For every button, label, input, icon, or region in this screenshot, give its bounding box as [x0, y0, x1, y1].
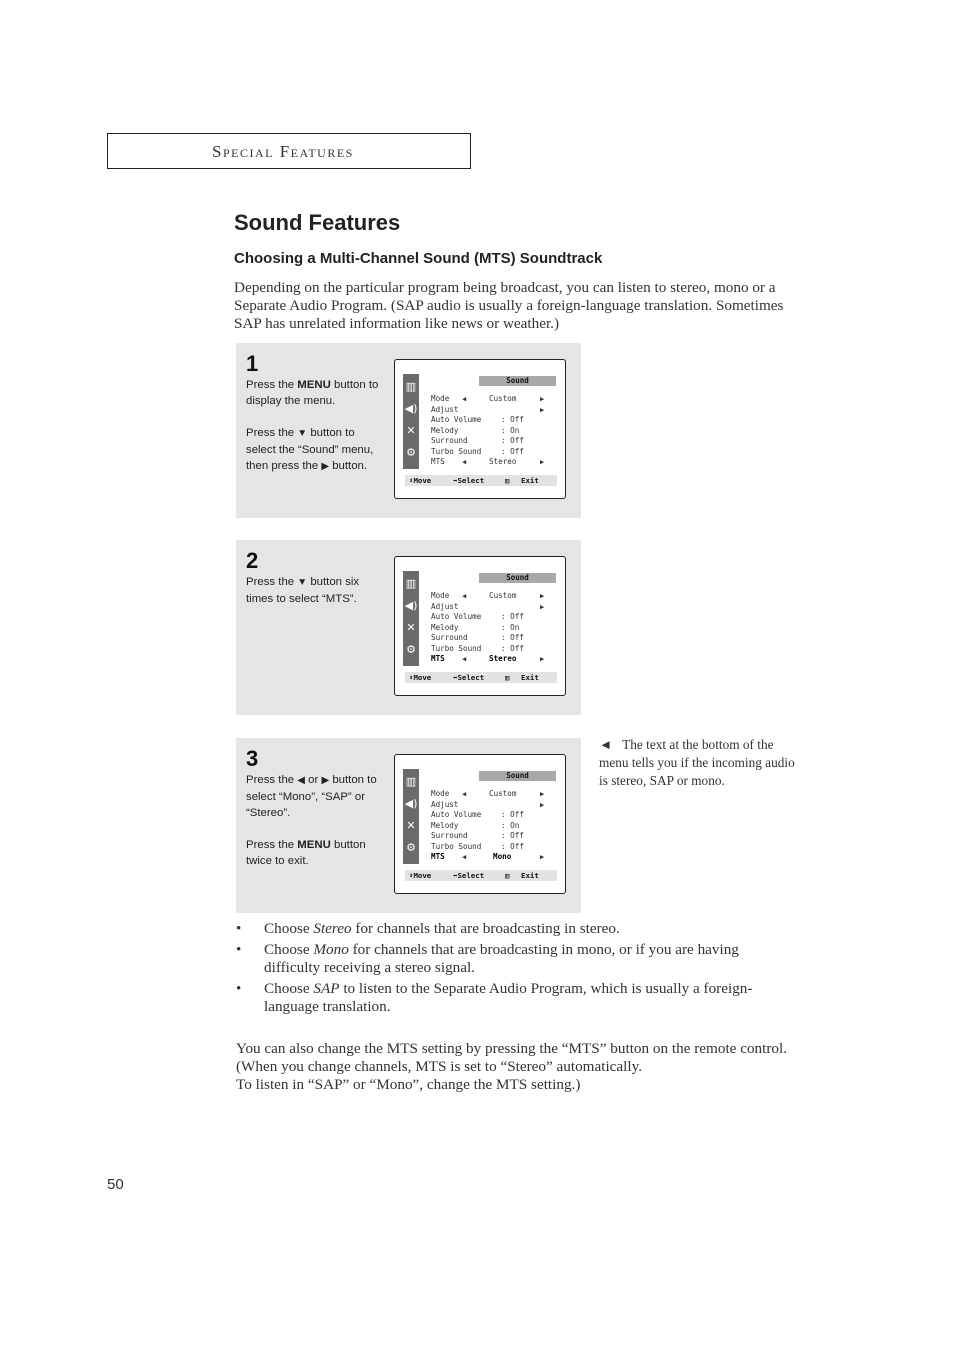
step-2-panel — [236, 540, 581, 715]
menu-title: Sound — [479, 376, 556, 386]
channel-icon: ✕ — [406, 424, 416, 437]
right-arrow-icon: ▶ — [540, 602, 545, 611]
side-note-text: The text at the bottom of the menu tells you if the incoming audio is stereo, SAP or mono. — [599, 737, 795, 788]
down-arrow-icon: ▼ — [297, 577, 308, 588]
menu-button-label: MENU — [297, 379, 331, 391]
left-arrow-icon: ◀ — [462, 592, 467, 600]
step-number: 2 — [246, 548, 259, 573]
left-arrow-icon: ◀ — [462, 458, 467, 466]
step-number: 3 — [246, 746, 259, 771]
side-note — [599, 736, 804, 790]
menu-footer: ⬍Move ⬌Select ▥ Exit — [405, 475, 557, 486]
channel-icon: ✕ — [406, 819, 416, 832]
menu-item-auto-volume: Auto Volume : Off — [431, 415, 524, 424]
menu-item-turbo-sound: Turbo Sound : Off — [431, 841, 524, 851]
left-arrow-icon: ◀ — [297, 775, 305, 786]
menu-item-surround: Surround : Off — [431, 831, 524, 840]
left-arrow-icon: ◀ — [462, 853, 467, 861]
list-item: • Choose Mono for channels that are broadcasting in mono, or if you are having difficulty receiving a stereo signal. — [236, 941, 739, 976]
page-subtitle: Choosing a Multi-Channel Sound (MTS) Soundtrack — [234, 250, 603, 267]
menu-icon-bar — [403, 769, 419, 864]
menu-items — [431, 394, 557, 468]
right-arrow-icon: ▶ — [540, 853, 545, 861]
menu-item-melody: Melody : On — [431, 820, 520, 830]
exit-icon: ▥ — [505, 476, 510, 485]
menu-item-adjust: Adjust ▶ — [431, 799, 545, 809]
section-header-text: Special Features — [212, 142, 354, 161]
tv-menu-screen — [394, 556, 566, 696]
section-header — [107, 133, 471, 169]
step-instructions: Press the ▼ button six times to select “MTS”. — [246, 576, 360, 605]
page-title: Sound Features — [234, 210, 401, 235]
step-number: 1 — [246, 351, 259, 376]
right-arrow-icon: ▶ — [540, 395, 545, 403]
left-arrow-icon: ◀ — [462, 790, 467, 798]
menu-button-label: MENU — [297, 839, 331, 851]
channel-icon: ✕ — [406, 621, 416, 634]
left-arrow-icon: ◀ — [462, 655, 467, 663]
right-arrow-icon: ▶ — [540, 790, 545, 798]
picture-icon: ▥ — [405, 577, 417, 590]
tv-menu-screen — [394, 359, 566, 499]
intro-paragraph: Depending on the particular program being broadcast, you can listen to stereo, mono or a Separate Audio Program. (SAP audio is usually a foreign-language translation. Sometimes SAP has unrelated information like news or weather.) — [234, 279, 784, 332]
left-arrow-icon: ◀ — [462, 395, 467, 403]
right-arrow-icon: ▶ — [540, 800, 545, 809]
menu-icon-bar — [403, 374, 419, 469]
menu-footer: ⬍Move ⬌Select ▥ Exit — [405, 672, 557, 683]
right-arrow-icon: ▶ — [540, 458, 545, 466]
right-arrow-icon: ▶ — [540, 655, 545, 663]
picture-icon: ▥ — [405, 380, 417, 393]
menu-item-auto-volume: Auto Volume : Off — [431, 612, 524, 621]
setup-icon: ⚙ — [406, 841, 416, 854]
speaker-icon: ◀) — [404, 797, 418, 810]
exit-icon: ▥ — [505, 871, 510, 880]
menu-item-mode: Mode ◀ Custom ▶ — [431, 394, 545, 403]
menu-item-mts: MTS ◀ Stereo ▶ — [431, 457, 545, 466]
closing-paragraph: You can also change the MTS setting by pressing the “MTS” button on the remote control. (When you change channels, MTS is set to “Stereo” automatically. To listen in “SAP” or “Mono”, change the MTS setting.) — [236, 1040, 788, 1093]
menu-item-adjust: Adjust ▶ — [431, 601, 545, 611]
note-arrow-icon: ◄ — [599, 737, 613, 752]
right-arrow-icon: ▶ — [540, 405, 545, 414]
menu-item-melody: Melody : On — [431, 622, 520, 632]
setup-icon: ⚙ — [406, 446, 416, 459]
menu-item-surround: Surround : Off — [431, 436, 524, 445]
picture-icon: ▥ — [405, 775, 417, 788]
step-instructions: Press the MENU button to display the menu. Press the ▼ button to select the “Sound” menu, then press the ▶ button. — [246, 379, 379, 472]
menu-items — [431, 591, 557, 665]
right-arrow-icon: ▶ — [321, 461, 330, 472]
menu-item-adjust: Adjust ▶ — [431, 404, 545, 414]
step-instructions: Press the ◀ or ▶ button to select “Mono”, “SAP” or “Stereo”. Press the MENU button twice to exit. — [246, 774, 377, 867]
menu-item-turbo-sound: Turbo Sound : Off — [431, 446, 524, 456]
down-arrow-icon: ▼ — [297, 428, 308, 439]
menu-title: Sound — [479, 771, 556, 781]
exit-icon: ▥ — [505, 673, 510, 682]
speaker-icon: ◀) — [404, 402, 418, 415]
setup-icon: ⚙ — [406, 643, 416, 656]
speaker-icon: ◀) — [404, 599, 418, 612]
right-arrow-icon: ▶ — [540, 592, 545, 600]
right-arrow-icon: ▶ — [321, 775, 330, 786]
menu-title: Sound — [479, 573, 556, 583]
step-3-panel — [236, 738, 581, 913]
menu-item-mode: Mode ◀ Custom ▶ — [431, 789, 545, 798]
list-item: • Choose Stereo for channels that are broadcasting in stereo. — [236, 920, 620, 937]
menu-icon-bar — [403, 571, 419, 666]
menu-item-turbo-sound: Turbo Sound : Off — [431, 643, 524, 653]
menu-item-surround: Surround : Off — [431, 633, 524, 642]
menu-item-mode: Mode ◀ Custom ▶ — [431, 591, 545, 600]
menu-item-mts-selected: MTS ◀ Mono ▶ — [431, 852, 545, 861]
step-1-panel — [236, 343, 581, 518]
menu-item-auto-volume: Auto Volume : Off — [431, 810, 524, 819]
tv-menu-screen — [394, 754, 566, 894]
list-item: • Choose SAP to listen to the Separate Audio Program, which is usually a foreign-language translation. — [236, 980, 753, 1015]
menu-footer: ⬍Move ⬌Select ▥ Exit — [405, 870, 557, 881]
options-list — [236, 920, 756, 1019]
menu-items — [431, 789, 557, 863]
page-number: 50 — [107, 1176, 124, 1193]
menu-item-mts-selected: MTS ◀ Stereo ▶ — [431, 654, 545, 663]
menu-item-melody: Melody : On — [431, 425, 520, 435]
